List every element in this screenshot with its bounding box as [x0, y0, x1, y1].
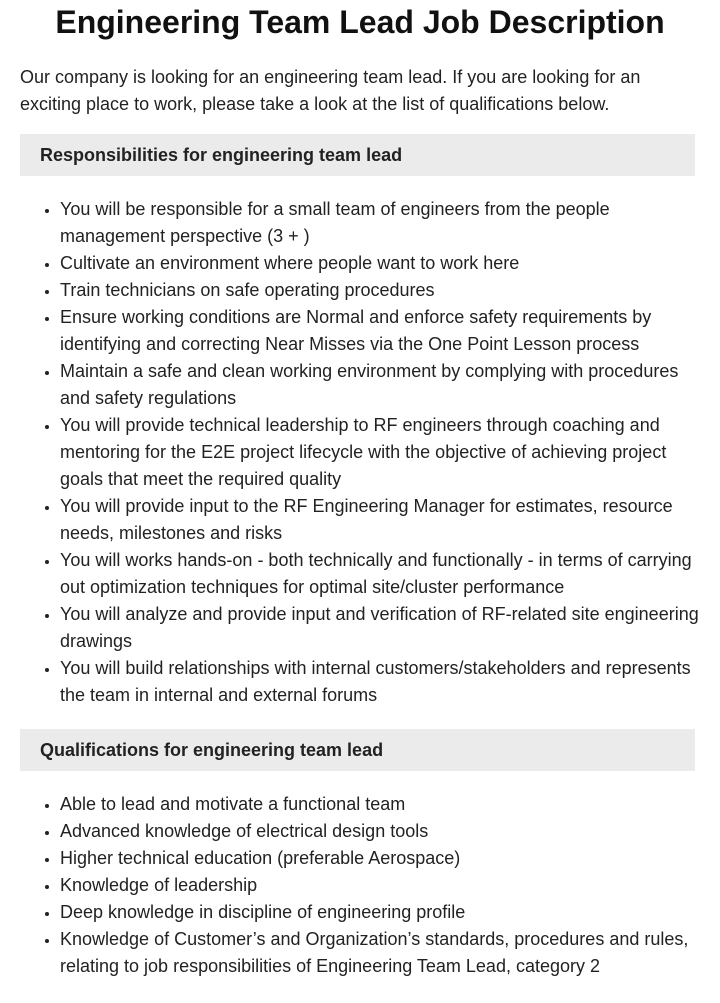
- responsibility-item: • You will provide technical leadership to RF engineers through coaching and mentoring for the E2E project lifecycle with the objective of achieving project goals that meet the required quality: [60, 412, 700, 493]
- qualifications-list: [0, 791, 720, 980]
- qualification-item: • Able to lead and motivate a functional team: [60, 791, 700, 818]
- qualification-item: • Advanced knowledge of electrical design tools: [60, 818, 700, 845]
- responsibilities-heading: Responsibilities for engineering team lead: [20, 134, 695, 176]
- responsibility-item: • Maintain a safe and clean working environment by complying with procedures and safety regulations: [60, 358, 700, 412]
- responsibility-item: • Cultivate an environment where people want to work here: [60, 250, 700, 277]
- qualification-item: • Knowledge of leadership: [60, 872, 700, 899]
- qualification-item: • Deep knowledge in discipline of engineering profile: [60, 899, 700, 926]
- intro-paragraph: Our company is looking for an engineering team lead. If you are looking for an exciting place to work, please take a look at the list of qualifications below.: [20, 67, 641, 114]
- responsibility-item: • Train technicians on safe operating procedures: [60, 277, 700, 304]
- qualification-item: • Higher technical education (preferable Aerospace): [60, 845, 700, 872]
- responsibility-item: • You will build relationships with internal customers/stakeholders and represents the team in internal and external forums: [60, 655, 700, 709]
- responsibilities-list: [0, 196, 720, 709]
- page-title: Engineering Team Lead Job Description: [55, 4, 665, 40]
- responsibility-item: • Ensure working conditions are Normal and enforce safety requirements by identifying and correcting Near Misses via the One Point Lesson process: [60, 304, 700, 358]
- qualification-item: • Knowledge of Customer’s and Organization’s standards, procedures and rules, relating to job responsibilities of Engineering Team Lead, category 2: [60, 926, 700, 980]
- responsibility-item: • You will analyze and provide input and verification of RF-related site engineering drawings: [60, 601, 700, 655]
- responsibility-item: • You will provide input to the RF Engineering Manager for estimates, resource needs, milestones and risks: [60, 493, 700, 547]
- responsibility-item: • You will works hands-on - both technically and functionally - in terms of carrying out optimization techniques for optimal site/cluster performance: [60, 547, 700, 601]
- qualifications-heading: Qualifications for engineering team lead: [20, 729, 695, 771]
- responsibility-item: • You will be responsible for a small team of engineers from the people management perspective (3 + ): [60, 196, 700, 250]
